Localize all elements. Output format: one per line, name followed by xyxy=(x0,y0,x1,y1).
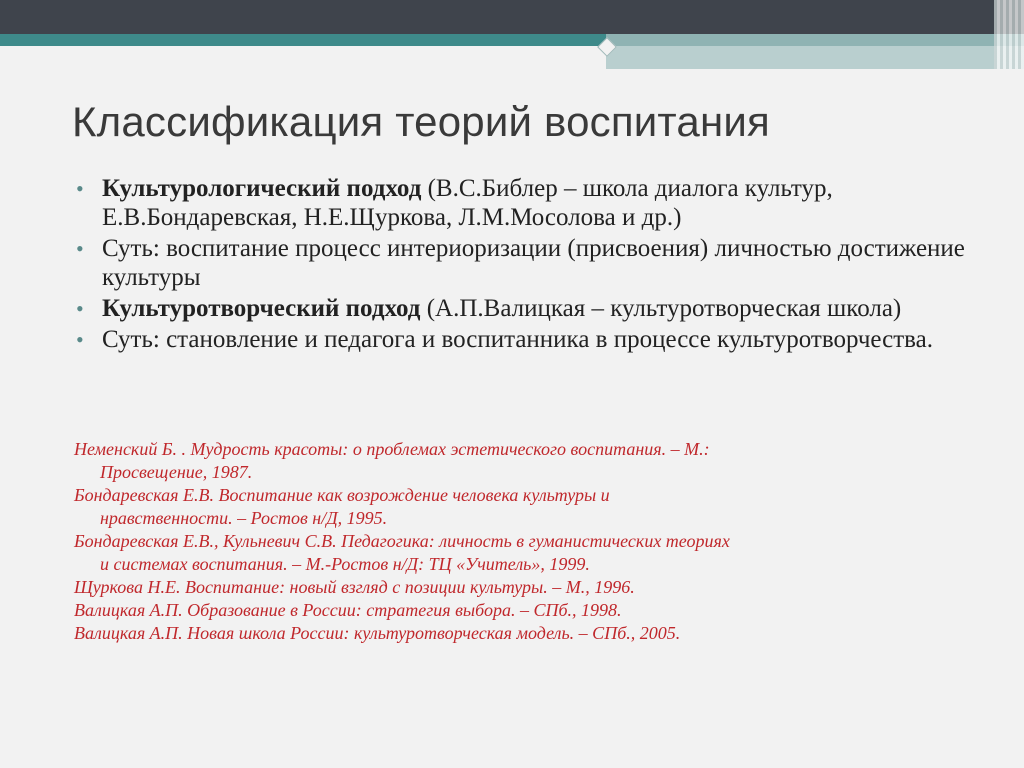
bullet-text: Суть: становление и педагога и воспитанника в процессе культуротворчества. xyxy=(102,326,933,353)
bullet-item xyxy=(76,234,976,292)
reference-item xyxy=(74,599,974,622)
reference-line-continued: и системах воспитания. – М.-Ростов н/Д: ТЦ «Учитель», 1999. xyxy=(100,554,590,574)
reference-item xyxy=(74,530,974,576)
reference-item xyxy=(74,484,974,530)
slide-title: Классификация теорий воспитания xyxy=(72,98,770,145)
bullet-icon: • xyxy=(76,176,84,201)
bullet-list xyxy=(76,174,976,356)
references-list xyxy=(74,438,974,645)
bullet-item xyxy=(76,294,976,323)
reference-item xyxy=(74,438,974,484)
header-bar xyxy=(0,0,1024,34)
bullet-bold-text: Культурологический подход xyxy=(102,175,422,202)
reference-line: Неменский Б. . Мудрость красоты: о проблемах эстетического воспитания. – М.: xyxy=(74,439,710,459)
bullet-icon: • xyxy=(76,236,84,261)
bullet-item xyxy=(76,325,976,354)
reference-item xyxy=(74,576,974,599)
reference-line: Щуркова Н.Е. Воспитание: новый взгляд с позиции культуры. – М., 1996. xyxy=(74,577,635,597)
reference-line-continued: нравственности. – Ростов н/Д, 1995. xyxy=(100,508,388,528)
accent-stripe-left xyxy=(0,34,606,46)
reference-line: Валицкая А.П. Образование в России: стратегия выбора. – СПб., 1998. xyxy=(74,600,622,620)
bullet-icon: • xyxy=(76,296,84,321)
reference-item xyxy=(74,622,974,645)
accent-stripe-right-light xyxy=(606,46,1024,69)
bullet-icon: • xyxy=(76,327,84,352)
bullet-text: (А.П.Валицкая – культуротворческая школа) xyxy=(420,295,902,322)
bullet-text: Суть: воспитание процесс интериоризации (присвоения) личностью достижение культуры xyxy=(102,235,965,291)
reference-line: Валицкая А.П. Новая школа России: культуротворческая модель. – СПб., 2005. xyxy=(74,623,681,643)
reference-line: Бондаревская Е.В., Кульневич С.В. Педагогика: личность в гуманистических теориях xyxy=(74,531,730,551)
bullet-bold-text: Культуротворческий подход xyxy=(102,295,421,322)
bullet-item xyxy=(76,174,976,232)
decorative-stripes xyxy=(994,0,1024,69)
reference-line-continued: Просвещение, 1987. xyxy=(100,462,253,482)
bullet-text: (В.С.Библер – школа диалога культур, Е.В.Бондаревская, Н.Е.Щуркова, Л.М.Мосолова и др.) xyxy=(102,175,833,231)
reference-line: Бондаревская Е.В. Воспитание как возрождение человека культуры и xyxy=(74,485,610,505)
